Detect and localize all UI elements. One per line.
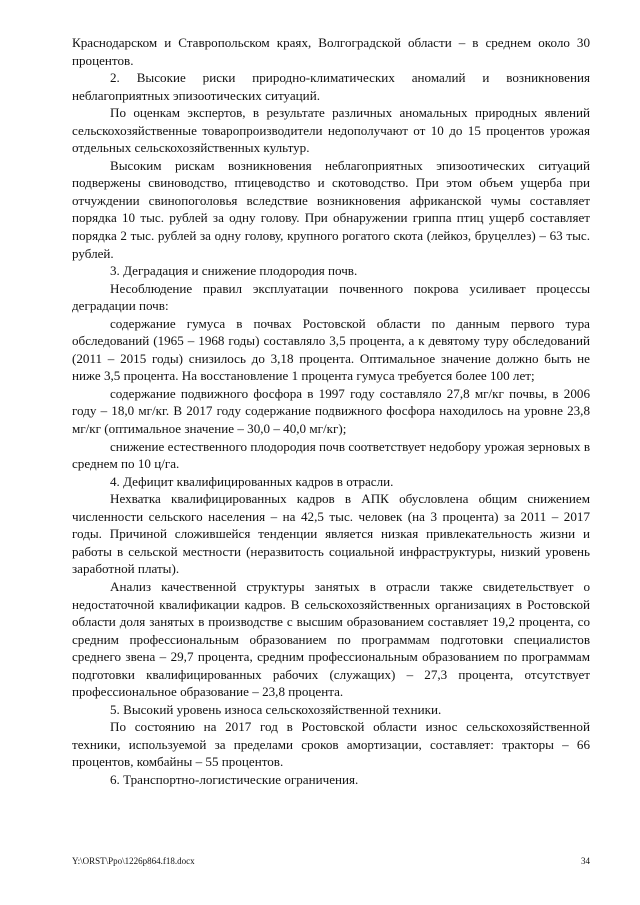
paragraph: 5. Высокий уровень износа сельскохозяйственной техники.: [110, 701, 442, 717]
paragraph: Краснодарском и Ставропольском краях, Волгоградской области – в среднем около 30 процентов.: [72, 35, 590, 68]
paragraph: 2. Высокие риски природно-климатических аномалий и возникновения неблагоприятных эпизоотических ситуаций.: [72, 70, 590, 103]
paragraph: 4. Дефицит квалифицированных кадров в отрасли.: [110, 473, 394, 489]
paragraph: Высоким рискам возникновения неблагоприятных эпизоотических ситуаций подвержены свиноводство, птицеводство и скотоводство. При этом объем ущерба при отчуждении свинопоголовья вследствие возникновения африканской чумы составляет порядка 10 тыс. рублей за одну голову. При обнаружении гриппа птиц ущерб составляет порядка 2 тыс. рублей за одну голову, крупного рогатого скота (лейкоз, бруцеллез) – 63 тыс. рублей.: [72, 157, 590, 261]
page-number: 34: [581, 856, 590, 866]
paragraph: содержание гумуса в почвах Ростовской области по данным первого тура обследований (1965 – 1968 годы) составляло 3,5 процента, а к девятому туру обследований (2011 – 2015 годы) снизилось до 3,18 процента. Оптимальное значение должно быть не ниже 3,5 процента. На восстановление 1 процента гумуса требуется более 100 лет;: [72, 315, 590, 384]
paragraph: По оценкам экспертов, в результате различных аномальных природных явлений сельскохозяйственные товаропроизводители недополучают от 10 до 15 процентов урожая отдельных сельскохозяйственных культур.: [72, 105, 590, 156]
paragraph: Анализ качественной структуры занятых в отрасли также свидетельствует о недостаточной квалификации кадров. В сельскохозяйственных организациях в Ростовской области доля занятых в производстве с высшим образованием составляет 19,2 процента, со средним профессиональным образованием по программам подготовки специалистов среднего звена – 29,7 процента, средним профессиональным образованием по программам подготовки квалифицированных рабочих (служащих) – 27,3 процента, отсутствует профессиональное образование – 23,8 процента.: [72, 578, 590, 700]
paragraph: Несоблюдение правил эксплуатации почвенного покрова усиливает процессы деградации почв:: [72, 280, 590, 314]
file-path: Y:\ORST\Ppo\1226p864.f18.docx: [72, 856, 195, 866]
paragraph: Нехватка квалифицированных кадров в АПК обусловлена общим снижением численности сельского населения – на 42,5 тыс. человек (на 3 процента) за 2011 – 2017 годы. Причиной сложившейся тенденции является низкая привлекательность жизни и работы в сельской местности (неразвитость социальной инфраструктуры, низкий уровень заработной платы).: [72, 491, 590, 577]
paragraph: 6. Транспортно-логистические ограничения.: [110, 771, 359, 787]
paragraph: снижение естественного плодородия почв соответствует недобору урожая зерновых в среднем по 10 ц/га.: [72, 438, 590, 472]
paragraph: содержание подвижного фосфора в 1997 году составляло 27,8 мг/кг почвы, в 2006 году – 18,0 мг/кг. В 2017 году содержание подвижного фосфора находилось на уровне 23,8 мг/кг (оптимальное значение – 30,0 – 40,0 мг/кг);: [72, 385, 590, 437]
paragraph: 3. Деградация и снижение плодородия почв.: [110, 263, 358, 279]
body-text: [72, 34, 590, 789]
page-footer: [72, 856, 590, 866]
paragraph: По состоянию на 2017 год в Ростовской области износ сельскохозяйственной техники, используемой за пределами сроков амортизации, составляет: тракторы – 66 процентов, комбайны – 55 процентов.: [72, 719, 590, 770]
